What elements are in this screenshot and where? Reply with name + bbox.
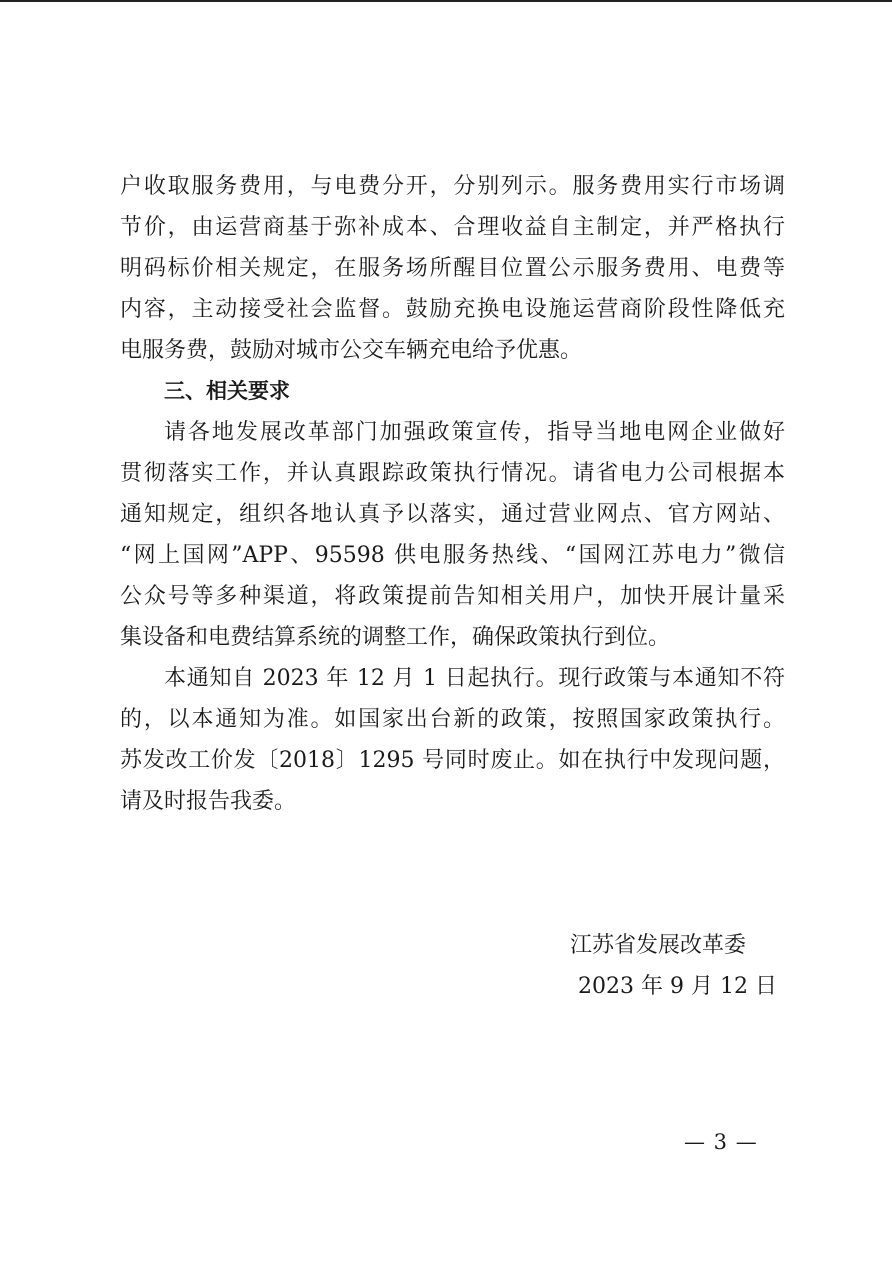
issuing-organization: 江苏省发展改革委 (570, 933, 747, 958)
paragraph-service-fee (120, 166, 785, 371)
page-number: — 3 — (684, 1130, 758, 1154)
text-line: 通知规定，组织各地认真予以落实，通过营业网点、官方网站、 (120, 502, 785, 527)
text-line: 明码标价相关规定，在服务场所醒目位置公示服务费用、电费等 (120, 256, 785, 281)
text-line: 电服务费，鼓励对城市公交车辆充电给予优惠。 (120, 338, 583, 363)
document-body (120, 166, 785, 822)
text-line: 苏发改工价发〔2018〕1295 号同时废止。如在执行中发现问题， (120, 748, 785, 773)
signature-block (540, 925, 780, 1007)
paragraph-effective-date (120, 658, 785, 822)
text-line: 公众号等多种渠道，将政策提前告知相关用户，加快开展计量采 (120, 584, 785, 609)
section-heading: 三、相关要求 (164, 379, 290, 403)
text-line: 内容，主动接受社会监督。鼓励充换电设施运营商阶段性降低充 (120, 297, 785, 322)
text-line: “网上国网”APP、95598 供电服务热线、“国网江苏电力”微信 (120, 543, 785, 568)
page-top-border (0, 0, 892, 2)
text-line: 请各地发展改革部门加强政策宣传，指导当地电网企业做好 (164, 420, 785, 445)
text-line: 户收取服务费用，与电费分开，分别列示。服务费用实行市场调 (120, 174, 785, 199)
issue-date: 2023 年 9 月 12 日 (578, 974, 777, 999)
text-line: 集设备和电费结算系统的调整工作，确保政策执行到位。 (120, 625, 671, 650)
text-line: 本通知自 2023 年 12 月 1 日起执行。现行政策与本通知不符 (164, 666, 785, 691)
text-line: 节价，由运营商基于弥补成本、合理收益自主制定，并严格执行 (120, 215, 785, 240)
text-line: 的，以本通知为准。如国家出台新的政策，按照国家政策执行。 (120, 707, 785, 732)
text-line: 请及时报告我委。 (120, 789, 297, 814)
text-line: 贯彻落实工作，并认真跟踪政策执行情况。请省电力公司根据本 (120, 461, 785, 486)
paragraph-requirements (120, 412, 785, 658)
